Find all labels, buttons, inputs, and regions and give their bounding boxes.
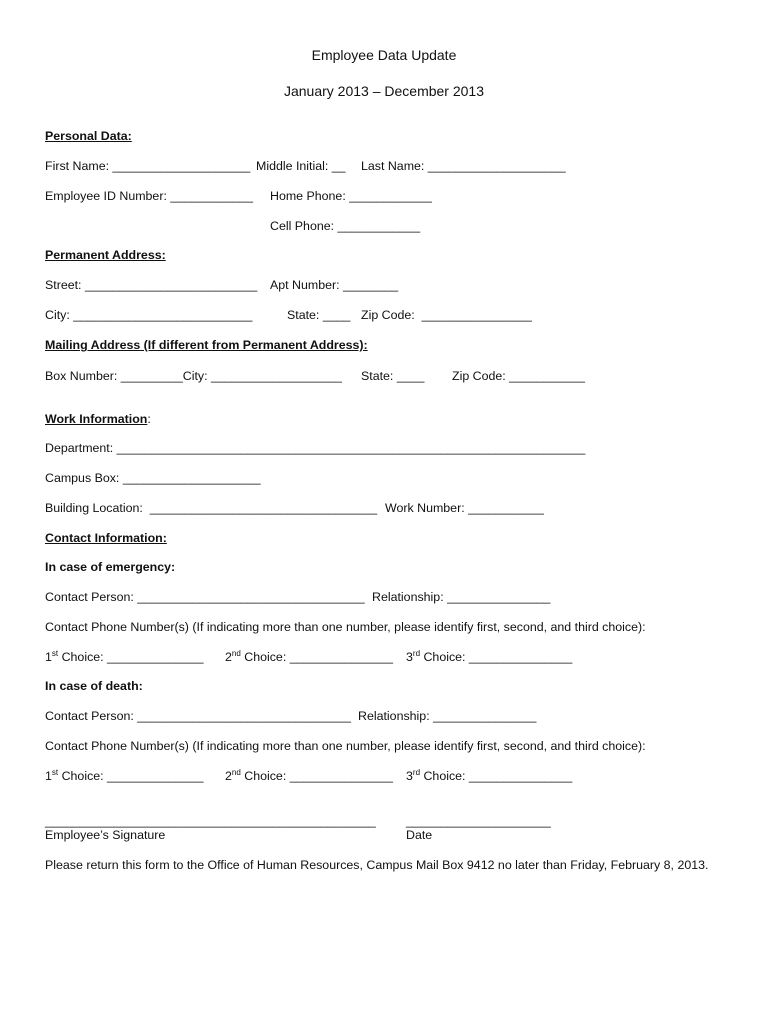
- choice-ordinal-suffix: st: [51, 768, 59, 777]
- form-period: January 2013 – December 2013: [283, 83, 485, 99]
- middle-initial-field[interactable]: Middle Initial: __: [256, 159, 346, 173]
- choice-label: Choice: _______________: [420, 650, 573, 664]
- choice-number: 2: [225, 650, 232, 664]
- apt-number-field[interactable]: Apt Number: ________: [270, 278, 399, 292]
- death-first-choice-field[interactable]: [45, 769, 204, 783]
- form-title: Employee Data Update: [311, 47, 457, 63]
- choice-ordinal-suffix: rd: [412, 649, 421, 658]
- permanent-address-heading: Permanent Address:: [45, 248, 166, 262]
- city-field[interactable]: City: __________________________: [45, 308, 253, 322]
- death-contact-person-field[interactable]: Contact Person: _______________________________: [45, 709, 351, 723]
- choice-label: Choice: _______________: [240, 650, 394, 664]
- choice-ordinal-suffix: rd: [412, 768, 421, 777]
- choice-label: Choice: _______________: [420, 769, 573, 783]
- emergency-contact-person-field[interactable]: Contact Person: _________________________________: [45, 590, 365, 604]
- death-third-choice-field[interactable]: [406, 769, 572, 783]
- building-location-field[interactable]: Building Location: _________________________________: [45, 501, 378, 515]
- campus-box-field[interactable]: Campus Box: ____________________: [45, 471, 261, 485]
- work-information-colon: :: [147, 412, 151, 426]
- cell-phone-field[interactable]: Cell Phone: ____________: [270, 219, 421, 233]
- emergency-second-choice-field[interactable]: [225, 650, 393, 664]
- date-line[interactable]: _____________________: [406, 814, 551, 828]
- work-number-field[interactable]: Work Number: ___________: [385, 501, 544, 515]
- choice-label: Choice: ______________: [58, 650, 204, 664]
- choice-label: Choice: _______________: [240, 769, 394, 783]
- choice-number: 1: [45, 650, 52, 664]
- work-information-label: Work Information: [45, 412, 148, 426]
- last-name-field[interactable]: Last Name: ____________________: [361, 159, 566, 173]
- choice-number: 3: [406, 769, 413, 783]
- death-phone-instruction: Contact Phone Number(s) (If indicating more than one number, please identify first, second, and third choice):: [45, 739, 646, 753]
- choice-number: 1: [45, 769, 52, 783]
- mailing-state-field[interactable]: State: ____: [361, 369, 425, 383]
- signature-line[interactable]: ________________________________________________: [45, 814, 376, 828]
- mailing-zip-code-field[interactable]: Zip Code: ___________: [452, 369, 585, 383]
- choice-number: 2: [225, 769, 232, 783]
- signature-label: Employee’s Signature: [45, 828, 166, 842]
- choice-number: 3: [406, 650, 413, 664]
- zip-code-field[interactable]: Zip Code: ________________: [361, 308, 532, 322]
- choice-ordinal-suffix: st: [51, 649, 59, 658]
- emergency-relationship-field[interactable]: Relationship: _______________: [372, 590, 551, 604]
- department-field[interactable]: Department: ____________________________________________________________________: [45, 441, 586, 455]
- state-field[interactable]: State: ____: [287, 308, 351, 322]
- return-instructions: Please return this form to the Office of Human Resources, Campus Mail Box 9412 no later than Friday, February 8, 2013.: [45, 858, 709, 872]
- emergency-first-choice-field[interactable]: [45, 650, 204, 664]
- box-number-city-field[interactable]: Box Number: _________City: ___________________: [45, 369, 342, 383]
- work-information-heading: [45, 412, 151, 426]
- choice-ordinal-suffix: nd: [231, 649, 241, 658]
- emergency-third-choice-field[interactable]: [406, 650, 572, 664]
- home-phone-field[interactable]: Home Phone: ____________: [270, 189, 432, 203]
- street-field[interactable]: Street: _________________________: [45, 278, 258, 292]
- emergency-heading: In case of emergency:: [45, 560, 176, 574]
- employee-id-field[interactable]: Employee ID Number: ____________: [45, 189, 254, 203]
- death-relationship-field[interactable]: Relationship: _______________: [358, 709, 537, 723]
- choice-label: Choice: ______________: [58, 769, 204, 783]
- personal-data-heading: Personal Data:: [45, 129, 132, 143]
- date-label: Date: [406, 828, 433, 842]
- death-heading: In case of death:: [45, 679, 143, 693]
- choice-ordinal-suffix: nd: [231, 768, 241, 777]
- emergency-phone-instruction: Contact Phone Number(s) (If indicating more than one number, please identify first, second, and third choice):: [45, 620, 646, 634]
- mailing-address-heading: Mailing Address (If different from Permanent Address):: [45, 338, 368, 352]
- death-second-choice-field[interactable]: [225, 769, 393, 783]
- first-name-field[interactable]: First Name: ____________________: [45, 159, 251, 173]
- contact-information-heading: Contact Information:: [45, 531, 167, 545]
